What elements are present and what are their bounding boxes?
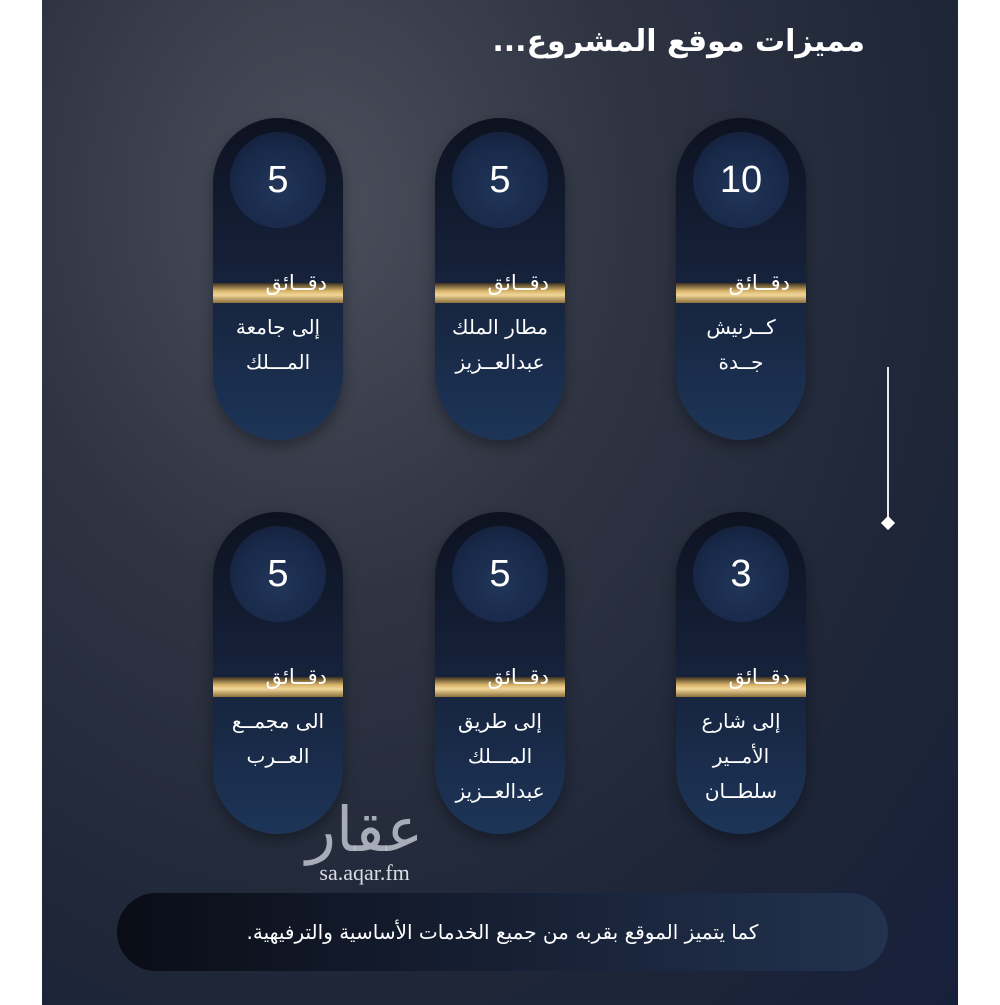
page-title: مميزات موقع المشروع... bbox=[492, 24, 865, 59]
destination bbox=[213, 310, 343, 380]
destination-line: سلطــان bbox=[704, 779, 778, 803]
destination bbox=[676, 704, 806, 809]
minutes-number: 5 bbox=[267, 158, 289, 201]
unit-label: دقــائق bbox=[487, 665, 549, 689]
feature-card bbox=[435, 512, 565, 834]
decorative-line bbox=[887, 367, 889, 519]
minutes-circle bbox=[693, 132, 789, 228]
destination-line: العــرب bbox=[246, 744, 310, 768]
destination-line: عبدالعــزيز bbox=[455, 779, 545, 803]
minutes-number: 5 bbox=[489, 552, 511, 595]
footer-text: كما يتميز الموقع بقربه من جميع الخدمات الأساسية والترفيهية. bbox=[246, 920, 759, 944]
unit-label: دقــائق bbox=[728, 271, 790, 295]
destination-line: الأمــير bbox=[712, 744, 770, 768]
minutes-number: 3 bbox=[730, 552, 752, 595]
destination-line: إلى طريق bbox=[458, 709, 542, 733]
unit-label: دقــائق bbox=[265, 271, 327, 295]
destination-line: إلى شارع bbox=[701, 709, 781, 733]
gold-band bbox=[435, 665, 565, 697]
destination-line: إلى جامعة bbox=[235, 315, 321, 339]
gold-band bbox=[213, 665, 343, 697]
feature-card bbox=[676, 118, 806, 440]
feature-card bbox=[435, 118, 565, 440]
minutes-circle bbox=[230, 132, 326, 228]
minutes-circle bbox=[452, 526, 548, 622]
destination bbox=[435, 704, 565, 809]
gold-band bbox=[213, 271, 343, 303]
minutes-circle bbox=[230, 526, 326, 622]
minutes-number: 5 bbox=[267, 552, 289, 595]
destination-line: كــرنيش bbox=[706, 315, 776, 339]
minutes-number: 5 bbox=[489, 158, 511, 201]
minutes-circle bbox=[693, 526, 789, 622]
destination-line: المـــلك bbox=[467, 744, 533, 768]
feature-card bbox=[213, 118, 343, 440]
footer-banner bbox=[117, 893, 888, 971]
minutes-circle bbox=[452, 132, 548, 228]
unit-label: دقــائق bbox=[487, 271, 549, 295]
gold-band bbox=[676, 271, 806, 303]
gold-band bbox=[676, 665, 806, 697]
feature-card bbox=[213, 512, 343, 834]
destination bbox=[435, 310, 565, 380]
destination-line: الى مجمــع bbox=[231, 709, 325, 733]
destination bbox=[213, 704, 343, 774]
destination-line: عبدالعــزيز bbox=[455, 350, 545, 374]
destination-line: المـــلك bbox=[245, 350, 311, 374]
minutes-number: 10 bbox=[719, 158, 763, 201]
gold-band bbox=[435, 271, 565, 303]
watermark-logo: عقار bbox=[306, 793, 424, 866]
destination-line: جــدة bbox=[718, 350, 764, 374]
watermark bbox=[306, 793, 424, 886]
watermark-url: sa.aqar.fm bbox=[319, 860, 410, 885]
unit-label: دقــائق bbox=[728, 665, 790, 689]
destination-line: مطار الملك bbox=[452, 315, 548, 339]
unit-label: دقــائق bbox=[265, 665, 327, 689]
feature-card bbox=[676, 512, 806, 834]
destination bbox=[676, 310, 806, 380]
